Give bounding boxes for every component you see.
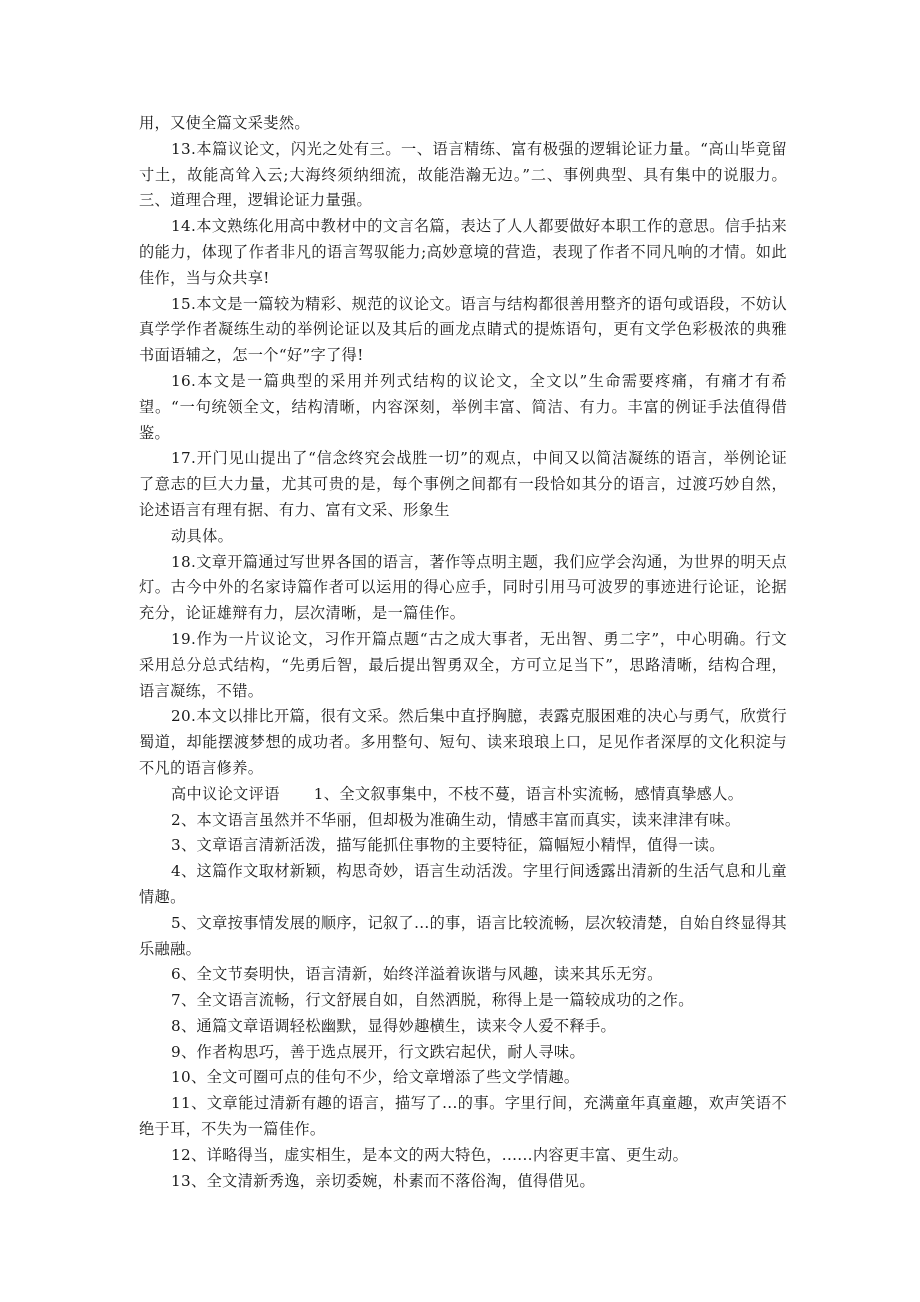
comment-18: 18.文章开篇通过写世界各国的语言，著作等点明主题，我们应学会沟通，为世界的明天点灯。古今中外的名家诗篇作者可以运用的得心应手，同时引用马可波罗的事迹进行论证，论据充分，论证雄辩有力，层次清晰，是一篇佳作。 <box>139 552 787 623</box>
section-item-11: 11、文章能过清新有趣的语言，描写了...的事。字里行间，充满童年真童趣，欢声笑语不绝于耳，不失为一篇佳作。 <box>139 1094 787 1139</box>
section-item-6: 6、全文节奏明快，语言清新，始终洋溢着诙谐与风趣，读来其乐无穷。 <box>171 965 663 984</box>
section-item-7: 7、全文语言流畅，行文舒展自如，自然洒脱，称得上是一篇较成功的之作。 <box>171 991 694 1010</box>
section-item-2: 2、本文语言虽然并不华丽，但却极为准确生动，情感丰富而真实，读来津津有味。 <box>171 810 741 829</box>
comment-17: 17.开门见山提出了“信念终究会战胜一切”的观点，中间又以简洁凝练的语言，举例论证了意志的巨大力量，尤其可贵的是，每个事例之间都有一段恰如其分的语言，过渡巧妙自然，论述语言有理有据、有力、富有文采、形象生 <box>139 449 787 519</box>
section-item-5: 5、文章按事情发展的顺序，记叙了...的事，语言比较流畅，层次较清楚，自始自终显得其乐融融。 <box>139 913 787 958</box>
comment-20: 20.本文以排比开篇，很有文采。然后集中直抒胸臆，表露克服困难的决心与勇气，欣赏行蜀道，却能摆渡梦想的成功者。多用整句、短句、读来琅琅上口，足见作者深厚的文化积淀与不凡的语言修养。 <box>139 707 787 777</box>
section-header-row <box>139 782 787 808</box>
section-item-9: 9、作者构思巧，善于选点展开，行文跌宕起伏，耐人寻味。 <box>171 1042 585 1061</box>
section-item-12: 12、详略得当，虚实相生，是本文的两大特色，......内容更丰富、更生动。 <box>171 1145 689 1164</box>
section-item-10: 10、全文可圈可点的佳句不少，给文章增添了些文学情趣。 <box>171 1068 580 1087</box>
section-item-13: 13、全文清新秀逸，亲切委婉，朴素而不落俗淘，值得借见。 <box>171 1171 596 1190</box>
section-item-1: 1、全文叙事集中，不枝不蔓，语言朴实流畅，感情真挚感人。 <box>313 784 744 803</box>
document-page <box>139 111 787 1194</box>
comment-19: 19.作为一片议论文，习作开篇点题“古之成大事者，无出智、勇二字”，中心明确。行文采用总分总式结构，“先勇后智，最后提出智勇双全，方可立足当下”，思路清晰，结构合理，语言凝练，不错。 <box>139 629 787 700</box>
section-item-4: 4、这篇作文取材新颖，构思奇妙，语言生动活泼。字里行间透露出清新的生活气息和儿童情趣。 <box>139 862 787 906</box>
opening-line: 用，又使全篇文采斐然。 <box>139 114 310 132</box>
section-item-3: 3、文章语言清新活泼，描写能抓住事物的主要特征，篇幅短小精悍，值得一读。 <box>171 836 725 855</box>
comment-15: 15.本文是一篇较为精彩、规范的议论文。语言与结构都很善用整齐的语句或语段，不妨认真学学作者凝练生动的举例论证以及其后的画龙点睛式的提炼语句，更有文学色彩极浓的典雅书面语辅之，怎一个“好”字了得! <box>139 294 787 365</box>
comment-14: 14.本文熟练化用高中教材中的文言名篇，表达了人人都要做好本职工作的意思。信手拈来的能力，体现了作者非凡的语言驾驭能力;高妙意境的营造，表现了作者不同凡响的才情。如此佳作，当与众共享! <box>139 217 787 287</box>
comment-16: 16.本文是一篇典型的采用并列式结构的议论文，全文以”生命需要疼痛，有痛才有希望。“一句统领全文，结构清晰，内容深刻，举例丰富、简洁、有力。丰富的例证手法值得借鉴。 <box>139 371 787 442</box>
section-title: 高中议论文评语 <box>171 784 280 803</box>
comment-13: 13.本篇议论文，闪光之处有三。一、语言精练、富有极强的逻辑论证力量。“高山毕竟留寸土，故能高耸入云;大海终须纳细流，故能浩瀚无边。”二、事例典型、具有集中的说服力。三、道理合理，逻辑论证力量强。 <box>139 139 787 210</box>
comment-17-continuation: 动具体。 <box>171 526 234 545</box>
section-item-8: 8、通篇文章语调轻松幽默，显得妙趣横生，读来令人爱不释手。 <box>171 1016 617 1035</box>
